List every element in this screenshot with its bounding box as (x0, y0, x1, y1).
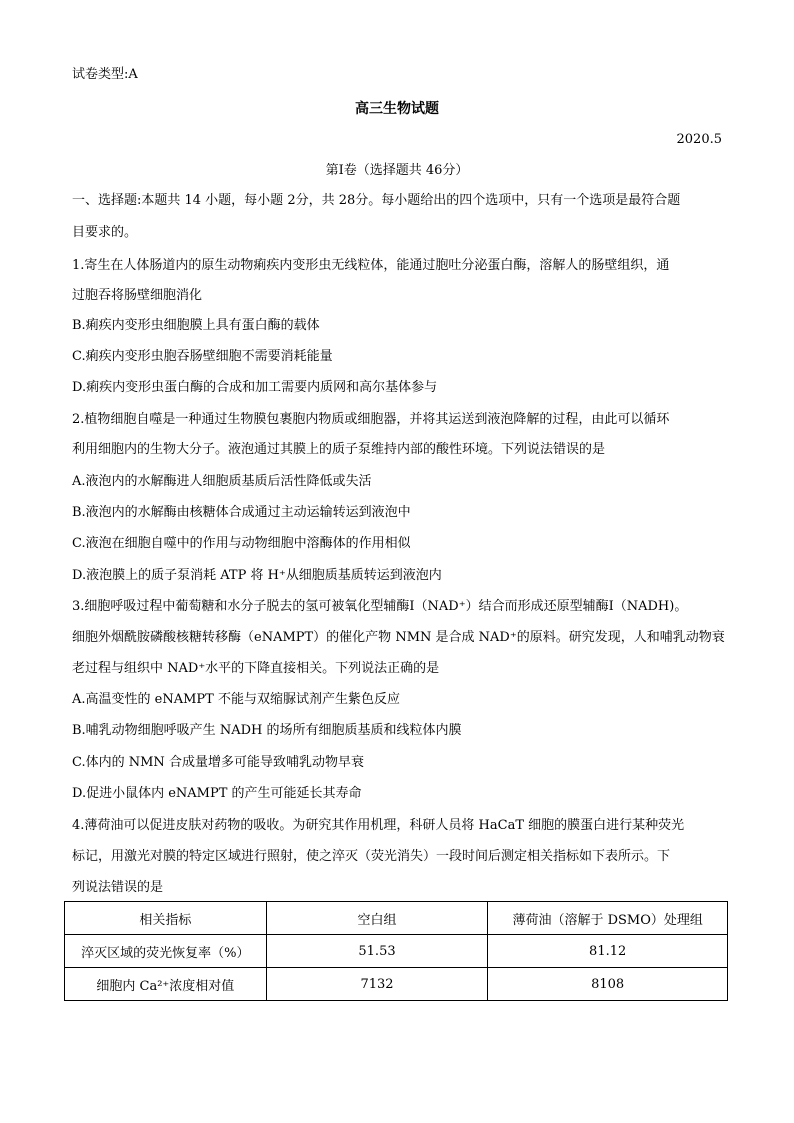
table-header-row (65, 902, 728, 935)
table-row (65, 968, 728, 1001)
page-title: 高三生物试题 (355, 101, 439, 117)
question-2-option-c: C.液泡在细胞自噬中的作用与动物细胞中溶酶体的作用相似 (72, 536, 411, 551)
table-header-cell: 相关指标 (65, 902, 267, 935)
question-3-option-a: A.高温变性的 eNAMPT 不能与双缩脲试剂产生紫色反应 (72, 692, 400, 707)
table-header-cell: 薄荷油（溶解于 DSMO）处理组 (488, 902, 728, 935)
question-3-option-b: B.哺乳动物细胞呼吸产生 NADH 的场所有细胞质基质和线粒体内膜 (72, 723, 462, 738)
table-cell: 细胞内 Ca²⁺浓度相对值 (65, 968, 267, 1001)
question-1-option-b: B.痢疾内变形虫细胞膜上具有蛋白酶的载体 (72, 318, 320, 333)
question-4-stem-line-2: 标记，用激光对膜的特定区域进行照射，使之淬灭（荧光消失）一段时间后测定相关指标如下表所示。下 (72, 849, 671, 864)
question-4-stem-line-1: 4.薄荷油可以促进皮肤对药物的吸收。为研究其作用机理，科研人员将 HaCaT 细胞的膜蛋白进行某种荧光 (72, 818, 685, 833)
table-header-cell: 空白组 (266, 902, 488, 935)
question-2-stem-line-1: 2.植物细胞自噬是一种通过生物膜包裹胞内物质或细胞器，并将其运送到液泡降解的过程，由此可以循环 (72, 412, 670, 427)
question-1-stem-line-2: 过胞吞将肠壁细胞消化 (72, 288, 203, 303)
question-2-option-b: B.液泡内的水解酶由核糖体合成通过主动运输转运到液泡中 (72, 505, 411, 520)
table-cell: 8108 (488, 968, 728, 1001)
instructions-line-1: 一、选择题:本题共 14 小题，每小题 2分，共 28分。每小题给出的四个选项中，只有一个选项是最符合题 (72, 193, 681, 208)
paper-type-label: 试卷类型:A (72, 67, 138, 82)
exam-date: 2020.5 (676, 132, 722, 147)
question-1-option-d: D.痢疾内变形虫蛋白酶的合成和加工需要内质网和高尔基体参与 (72, 380, 438, 395)
question-3-option-d: D.促进小鼠体内 eNAMPT 的产生可能延长其寿命 (72, 786, 362, 801)
results-table (64, 901, 728, 1001)
table-cell: 81.12 (488, 935, 728, 968)
question-3-stem-line-2: 细胞外烟酰胺磷酸核糖转移酶（eNAMPT）的催化产物 NMN 是合成 NAD⁺的原料。研究发现，人和哺乳动物衰 (72, 630, 725, 645)
instructions-line-2: 目要求的。 (72, 225, 138, 240)
table-row (65, 935, 728, 968)
section-heading: 第Ⅰ卷（选择题共 46分） (325, 163, 469, 178)
question-1-option-c: C.痢疾内变形虫胞吞肠壁细胞不需要消耗能量 (72, 349, 333, 364)
question-2-option-a: A.液泡内的水解酶进人细胞质基质后活性降低或失活 (72, 474, 372, 489)
table-cell: 51.53 (266, 935, 488, 968)
question-3-stem-line-3: 老过程与组织中 NAD⁺水平的下降直接相关。下列说法正确的是 (72, 661, 440, 676)
question-4-stem-line-3: 列说法错误的是 (72, 880, 164, 895)
question-3-option-c: C.体内的 NMN 合成量增多可能导致哺乳动物早衰 (72, 755, 364, 770)
question-2-stem-line-2: 利用细胞内的生物大分子。液泡通过其膜上的质子泵维持内部的酸性环境。下列说法错误的是 (72, 442, 606, 457)
question-1-stem-line-1: 1.寄生在人体肠道内的原生动物痢疾内变形虫无线粒体，能通过胞吐分泌蛋白酶，溶解人的肠壁组织，通 (72, 258, 670, 273)
table-cell: 淬灭区域的荧光恢复率（%） (65, 935, 267, 968)
question-2-option-d: D.液泡膜上的质子泵消耗 ATP 将 H⁺从细胞质基质转运到液泡内 (72, 568, 442, 583)
question-3-stem-line-1: 3.细胞呼吸过程中葡萄糖和水分子脱去的氢可被氧化型辅酶Ⅰ（NAD⁺）结合而形成还原型辅酶Ⅰ（NADH)。 (72, 599, 688, 614)
table-cell: 7132 (266, 968, 488, 1001)
